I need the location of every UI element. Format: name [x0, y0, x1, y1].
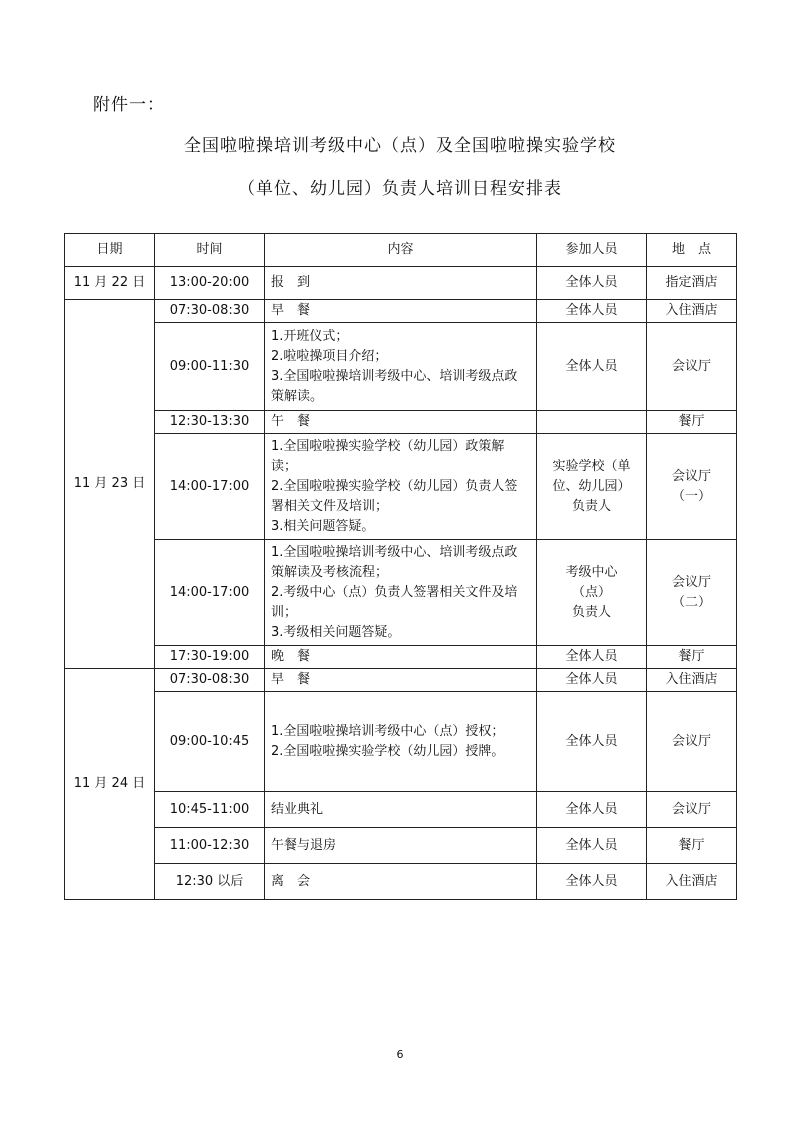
participants-line: 负责人 — [571, 604, 611, 620]
location-cell — [647, 434, 737, 540]
time-cell: 14:00-17:00 — [155, 540, 265, 646]
location-cell: 指定酒店 — [647, 267, 737, 300]
time-cell: 17:30-19:00 — [155, 646, 265, 669]
table-header-row — [65, 234, 737, 267]
participants-cell: 全体人员 — [537, 792, 647, 828]
content-cell: 离 会 — [265, 864, 537, 900]
date-cell-nov-22: 11 月 22 日 — [65, 267, 155, 300]
header-time: 时间 — [155, 234, 265, 267]
content-line: 3.全国啦啦操培训考级中心、培训考级点政策解读。 — [271, 368, 518, 404]
time-cell: 12:30 以后 — [155, 864, 265, 900]
participants-cell: 全体人员 — [537, 692, 647, 792]
content-line: 3.考级相关问题答疑。 — [271, 624, 401, 640]
location-line: 会议厅 — [671, 574, 711, 590]
content-text: 报 到 — [271, 275, 311, 290]
participants-cell: 全体人员 — [537, 646, 647, 669]
content-cell — [265, 692, 537, 792]
content-cell — [265, 323, 537, 411]
time-cell: 10:45-11:00 — [155, 792, 265, 828]
content-cell: 晚 餐 — [265, 646, 537, 669]
content-line: 1.全国啦啦操培训考级中心、培训考级点政策解读及考核流程； — [271, 544, 518, 580]
time-cell: 09:00-10:45 — [155, 692, 265, 792]
content-cell: 午餐与退房 — [265, 828, 537, 864]
participants-cell — [537, 540, 647, 646]
participants-line: 实验学校（单 — [552, 458, 631, 474]
location-cell: 入住酒店 — [647, 669, 737, 692]
participants-cell: 全体人员 — [537, 828, 647, 864]
table-row — [65, 267, 737, 300]
content-cell — [265, 267, 537, 300]
header-participants: 参加人员 — [537, 234, 647, 267]
table-row — [65, 323, 737, 411]
page-number: 6 — [396, 1048, 404, 1061]
table-row — [65, 300, 737, 323]
document-title-line-1: 全国啦啦操培训考级中心（点）及全国啦啦操实验学校 — [184, 136, 616, 156]
content-line: 2.全国啦啦操实验学校（幼儿园）授牌。 — [271, 743, 505, 759]
participants-cell: 全体人员 — [537, 323, 647, 411]
content-line: 1.全国啦啦操培训考级中心（点）授权； — [271, 723, 505, 739]
location-line: 会议厅 — [671, 468, 711, 484]
content-cell — [265, 434, 537, 540]
location-cell: 会议厅 — [647, 692, 737, 792]
time-cell: 11:00-12:30 — [155, 828, 265, 864]
participants-cell: 全体人员 — [537, 300, 647, 323]
participants-cell: 全体人员 — [537, 669, 647, 692]
table-row — [65, 540, 737, 646]
location-cell: 入住酒店 — [647, 864, 737, 900]
participants-cell: 全体人员 — [537, 864, 647, 900]
table-row — [65, 692, 737, 792]
table-row — [65, 411, 737, 434]
content-line: 2.全国啦啦操实验学校（幼儿园）负责人签署相关文件及培训； — [271, 478, 518, 514]
time-cell: 13:00-20:00 — [155, 267, 265, 300]
location-cell: 会议厅 — [647, 323, 737, 411]
participants-cell — [537, 434, 647, 540]
content-cell: 早 餐 — [265, 669, 537, 692]
content-line: 2.考级中心（点）负责人签署相关文件及培训； — [271, 584, 518, 620]
content-cell — [265, 540, 537, 646]
content-line: 3.相关问题答疑。 — [271, 518, 375, 534]
date-cell-nov-24: 11 月 24 日 — [65, 669, 155, 900]
header-content: 内容 — [265, 234, 537, 267]
time-cell: 12:30-13:30 — [155, 411, 265, 434]
date-cell-nov-23: 11 月 23 日 — [65, 300, 155, 669]
location-cell: 餐厅 — [647, 828, 737, 864]
content-line: 1.全国啦啦操实验学校（幼儿园）政策解读； — [271, 438, 505, 474]
location-cell: 会议厅 — [647, 792, 737, 828]
location-cell — [647, 540, 737, 646]
content-cell: 午 餐 — [265, 411, 537, 434]
table-row — [65, 434, 737, 540]
header-date: 日期 — [65, 234, 155, 267]
table-row — [65, 864, 737, 900]
content-cell: 早 餐 — [265, 300, 537, 323]
time-cell: 09:00-11:30 — [155, 323, 265, 411]
participants-line: 负责人 — [571, 498, 611, 514]
participants-line: 考级中心 — [565, 564, 618, 580]
participants-line: 位、幼儿园） — [552, 478, 631, 494]
time-cell: 14:00-17:00 — [155, 434, 265, 540]
content-line: 1.开班仪式； — [271, 328, 349, 344]
document-title-line-2: （单位、幼儿园）负责人培训日程安排表 — [238, 179, 562, 199]
table-row — [65, 646, 737, 669]
table-row — [65, 828, 737, 864]
location-cell: 入住酒店 — [647, 300, 737, 323]
location-line: （二） — [671, 594, 711, 610]
attachment-label: 附件一： — [93, 95, 165, 115]
participants-cell: 全体人员 — [537, 267, 647, 300]
location-cell: 餐厅 — [647, 646, 737, 669]
location-line: （一） — [671, 488, 711, 504]
time-cell: 07:30-08:30 — [155, 669, 265, 692]
schedule-table — [64, 233, 737, 900]
location-cell: 餐厅 — [647, 411, 737, 434]
content-cell: 结业典礼 — [265, 792, 537, 828]
table-row — [65, 792, 737, 828]
time-cell: 07:30-08:30 — [155, 300, 265, 323]
participants-line: （点） — [571, 584, 611, 600]
table-row — [65, 669, 737, 692]
participants-cell — [537, 411, 647, 434]
content-line: 2.啦啦操项目介绍； — [271, 348, 388, 364]
header-location: 地 点 — [647, 234, 737, 267]
